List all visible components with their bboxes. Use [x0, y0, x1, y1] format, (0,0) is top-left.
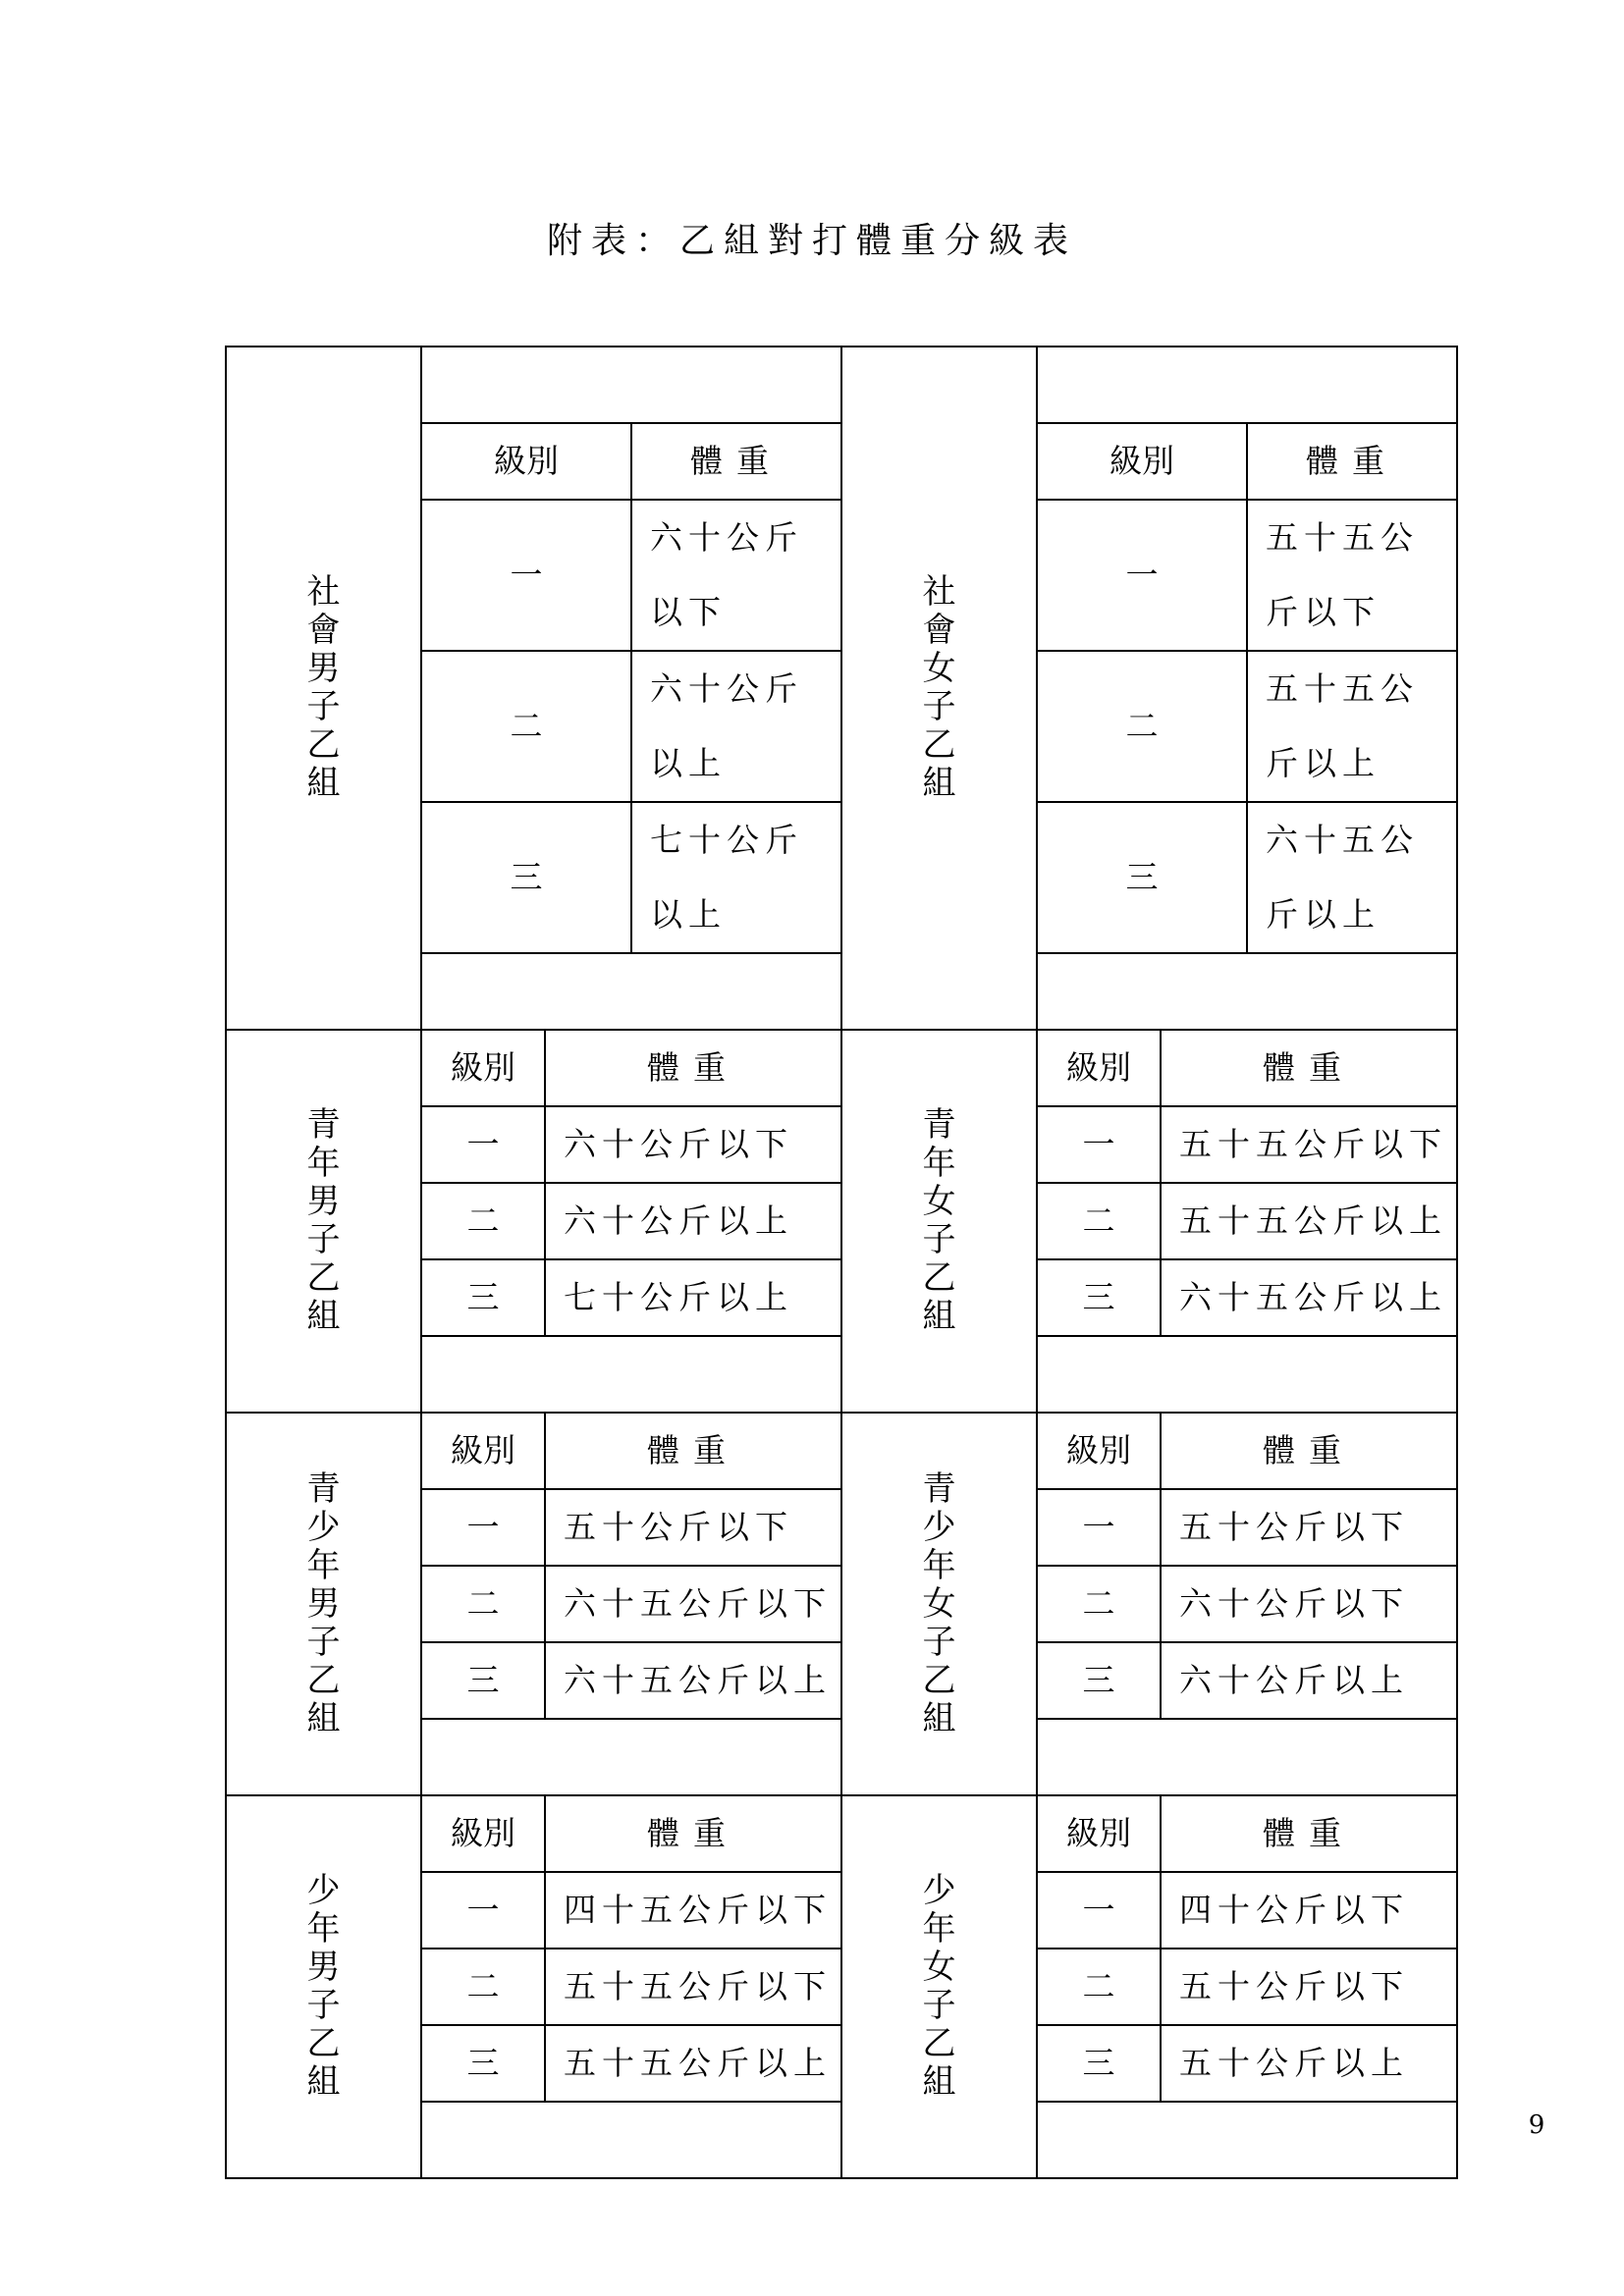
page-number: 9	[1528, 2110, 1545, 2140]
level-header: 級別	[1038, 423, 1247, 500]
level-cell: 一	[422, 500, 631, 651]
table-row	[1038, 1106, 1456, 1183]
division-label-cell	[841, 1795, 1037, 2178]
weight-cell: 六十五公斤以上	[1161, 1259, 1456, 1336]
level-header: 級別	[422, 1414, 545, 1489]
level-cell: 三	[422, 2025, 545, 2102]
table-row	[1038, 1872, 1456, 1949]
weight-cell: 六十五公斤以上	[545, 1642, 840, 1719]
blank-cell	[1038, 2102, 1456, 2177]
weight-subtable	[1038, 1414, 1456, 1794]
division-weights-cell	[421, 347, 841, 1030]
weight-cell: 五十公斤以下	[1161, 1949, 1456, 2025]
level-header: 級別	[422, 423, 631, 500]
level-cell: 二	[1038, 1566, 1161, 1642]
blank-row	[422, 953, 840, 1029]
division-label: 青少年女子乙組	[922, 1468, 956, 1738]
table-row	[422, 1489, 840, 1566]
level-cell: 一	[422, 1489, 545, 1566]
table-row	[1038, 1489, 1456, 1566]
table-row	[1038, 802, 1456, 953]
division-label-cell	[226, 1413, 421, 1795]
weight-header: 體重	[545, 1796, 840, 1872]
blank-cell	[422, 347, 840, 423]
weight-cell: 六十公斤以上	[1161, 1642, 1456, 1719]
division-label: 青年女子乙組	[922, 1105, 956, 1336]
division-label: 少年男子乙組	[306, 1871, 341, 2102]
level-cell: 一	[422, 1872, 545, 1949]
weight-cell: 七十公斤以上	[631, 802, 840, 953]
weight-cell: 五十五公斤以上	[1161, 1183, 1456, 1259]
blank-row	[422, 347, 840, 423]
weight-cell: 五十公斤以下	[1161, 1489, 1456, 1566]
weight-header: 體重	[1247, 423, 1456, 500]
division-weights-cell	[421, 1030, 841, 1413]
blank-row	[1038, 1336, 1456, 1412]
level-cell: 二	[422, 651, 631, 802]
table-row	[1038, 1566, 1456, 1642]
main-table	[225, 346, 1458, 2179]
table-row	[422, 1106, 840, 1183]
table-row	[422, 1259, 840, 1336]
weight-subtable	[422, 1031, 840, 1412]
division-label-cell	[226, 347, 421, 1030]
table-row	[422, 1872, 840, 1949]
table-row	[1038, 1949, 1456, 2025]
division-weights-cell	[421, 1795, 841, 2178]
group-row	[226, 1030, 1457, 1413]
weight-header: 體重	[631, 423, 840, 500]
blank-row	[1038, 953, 1456, 1029]
weight-cell: 五十公斤以下	[545, 1489, 840, 1566]
level-cell: 二	[422, 1566, 545, 1642]
table-row	[1038, 1183, 1456, 1259]
level-cell: 一	[422, 1106, 545, 1183]
header-row	[1038, 1031, 1456, 1106]
blank-row	[422, 1719, 840, 1794]
blank-cell	[1038, 1336, 1456, 1412]
level-cell: 三	[422, 1259, 545, 1336]
weight-cell: 六十公斤以下	[1161, 1566, 1456, 1642]
table-row	[1038, 651, 1456, 802]
table-row	[422, 1566, 840, 1642]
weight-cell: 六十五公斤以上	[1247, 802, 1456, 953]
level-cell: 二	[1038, 1183, 1161, 1259]
division-weights-cell	[1037, 1030, 1457, 1413]
blank-row	[422, 1336, 840, 1412]
weight-header: 體重	[1161, 1031, 1456, 1106]
division-label: 社會女子乙組	[922, 572, 956, 803]
blank-cell	[1038, 1719, 1456, 1794]
blank-row	[1038, 1719, 1456, 1794]
division-weights-cell	[1037, 1795, 1457, 2178]
division-label-cell	[841, 1413, 1037, 1795]
weight-subtable	[422, 1796, 840, 2177]
weight-cell: 六十公斤以下	[631, 500, 840, 651]
group-row	[226, 347, 1457, 1030]
level-cell: 二	[422, 1183, 545, 1259]
weight-cell: 四十公斤以下	[1161, 1872, 1456, 1949]
level-cell: 三	[1038, 1642, 1161, 1719]
level-cell: 一	[1038, 1872, 1161, 1949]
blank-cell	[1038, 953, 1456, 1029]
division-label: 少年女子乙組	[922, 1871, 956, 2102]
division-label-cell	[226, 1030, 421, 1413]
level-header: 級別	[422, 1796, 545, 1872]
weight-cell: 五十五公斤以下	[545, 1949, 840, 2025]
weight-cell: 六十五公斤以下	[545, 1566, 840, 1642]
level-cell: 一	[1038, 1106, 1161, 1183]
weight-header: 體重	[545, 1031, 840, 1106]
weight-cell: 七十公斤以上	[545, 1259, 840, 1336]
blank-row	[1038, 2102, 1456, 2177]
header-row	[422, 1796, 840, 1872]
level-cell: 一	[1038, 500, 1247, 651]
table-row	[1038, 1259, 1456, 1336]
level-header: 級別	[1038, 1796, 1161, 1872]
blank-cell	[422, 1336, 840, 1412]
group-row	[226, 1413, 1457, 1795]
weight-subtable	[1038, 347, 1456, 1029]
table-row	[422, 1183, 840, 1259]
table-row	[1038, 2025, 1456, 2102]
level-cell: 三	[422, 802, 631, 953]
weight-header: 體重	[1161, 1796, 1456, 1872]
blank-cell	[422, 2102, 840, 2177]
division-label-cell	[841, 1030, 1037, 1413]
division-weights-cell	[1037, 347, 1457, 1030]
blank-cell	[422, 953, 840, 1029]
weight-header: 體重	[545, 1414, 840, 1489]
table-row	[422, 651, 840, 802]
division-label: 社會男子乙組	[306, 572, 341, 803]
weight-cell: 五十五公斤以下	[1161, 1106, 1456, 1183]
weight-cell: 六十公斤以下	[545, 1106, 840, 1183]
blank-row	[422, 2102, 840, 2177]
page-title: 附表：乙組對打體重分級表	[546, 221, 1077, 261]
table-row	[1038, 1642, 1456, 1719]
header-row	[1038, 1414, 1456, 1489]
level-cell: 二	[1038, 1949, 1161, 2025]
weight-cell: 五十五公斤以上	[545, 2025, 840, 2102]
weight-header: 體重	[1161, 1414, 1456, 1489]
weight-subtable	[1038, 1796, 1456, 2177]
header-row	[422, 1414, 840, 1489]
division-weights-cell	[1037, 1413, 1457, 1795]
division-label: 青年男子乙組	[306, 1105, 341, 1336]
division-label: 青少年男子乙組	[306, 1468, 341, 1738]
blank-cell	[422, 1719, 840, 1794]
level-cell: 三	[1038, 1259, 1161, 1336]
table-row	[422, 2025, 840, 2102]
blank-row	[1038, 347, 1456, 423]
level-header: 級別	[1038, 1414, 1161, 1489]
weight-cell: 五十公斤以上	[1161, 2025, 1456, 2102]
division-label-cell	[841, 347, 1037, 1030]
weight-cell: 五十五公斤以下	[1247, 500, 1456, 651]
header-row	[1038, 423, 1456, 500]
weight-subtable	[422, 347, 840, 1029]
division-label-cell	[226, 1795, 421, 2178]
table-row	[422, 1949, 840, 2025]
level-cell: 三	[1038, 2025, 1161, 2102]
header-row	[1038, 1796, 1456, 1872]
group-row	[226, 1795, 1457, 2178]
weight-cell: 四十五公斤以下	[545, 1872, 840, 1949]
table-row	[422, 802, 840, 953]
level-cell: 二	[422, 1949, 545, 2025]
level-cell: 三	[422, 1642, 545, 1719]
level-cell: 一	[1038, 1489, 1161, 1566]
weight-cell: 六十公斤以上	[545, 1183, 840, 1259]
table-row	[422, 1642, 840, 1719]
blank-cell	[1038, 347, 1456, 423]
level-cell: 二	[1038, 651, 1247, 802]
division-weights-cell	[421, 1413, 841, 1795]
level-cell: 三	[1038, 802, 1247, 953]
table-row	[422, 500, 840, 651]
weight-class-table	[225, 346, 1458, 2179]
header-row	[422, 1031, 840, 1106]
weight-subtable	[422, 1414, 840, 1794]
header-row	[422, 423, 840, 500]
weight-cell: 五十五公斤以上	[1247, 651, 1456, 802]
level-header: 級別	[422, 1031, 545, 1106]
weight-subtable	[1038, 1031, 1456, 1412]
weight-cell: 六十公斤以上	[631, 651, 840, 802]
table-row	[1038, 500, 1456, 651]
level-header: 級別	[1038, 1031, 1161, 1106]
